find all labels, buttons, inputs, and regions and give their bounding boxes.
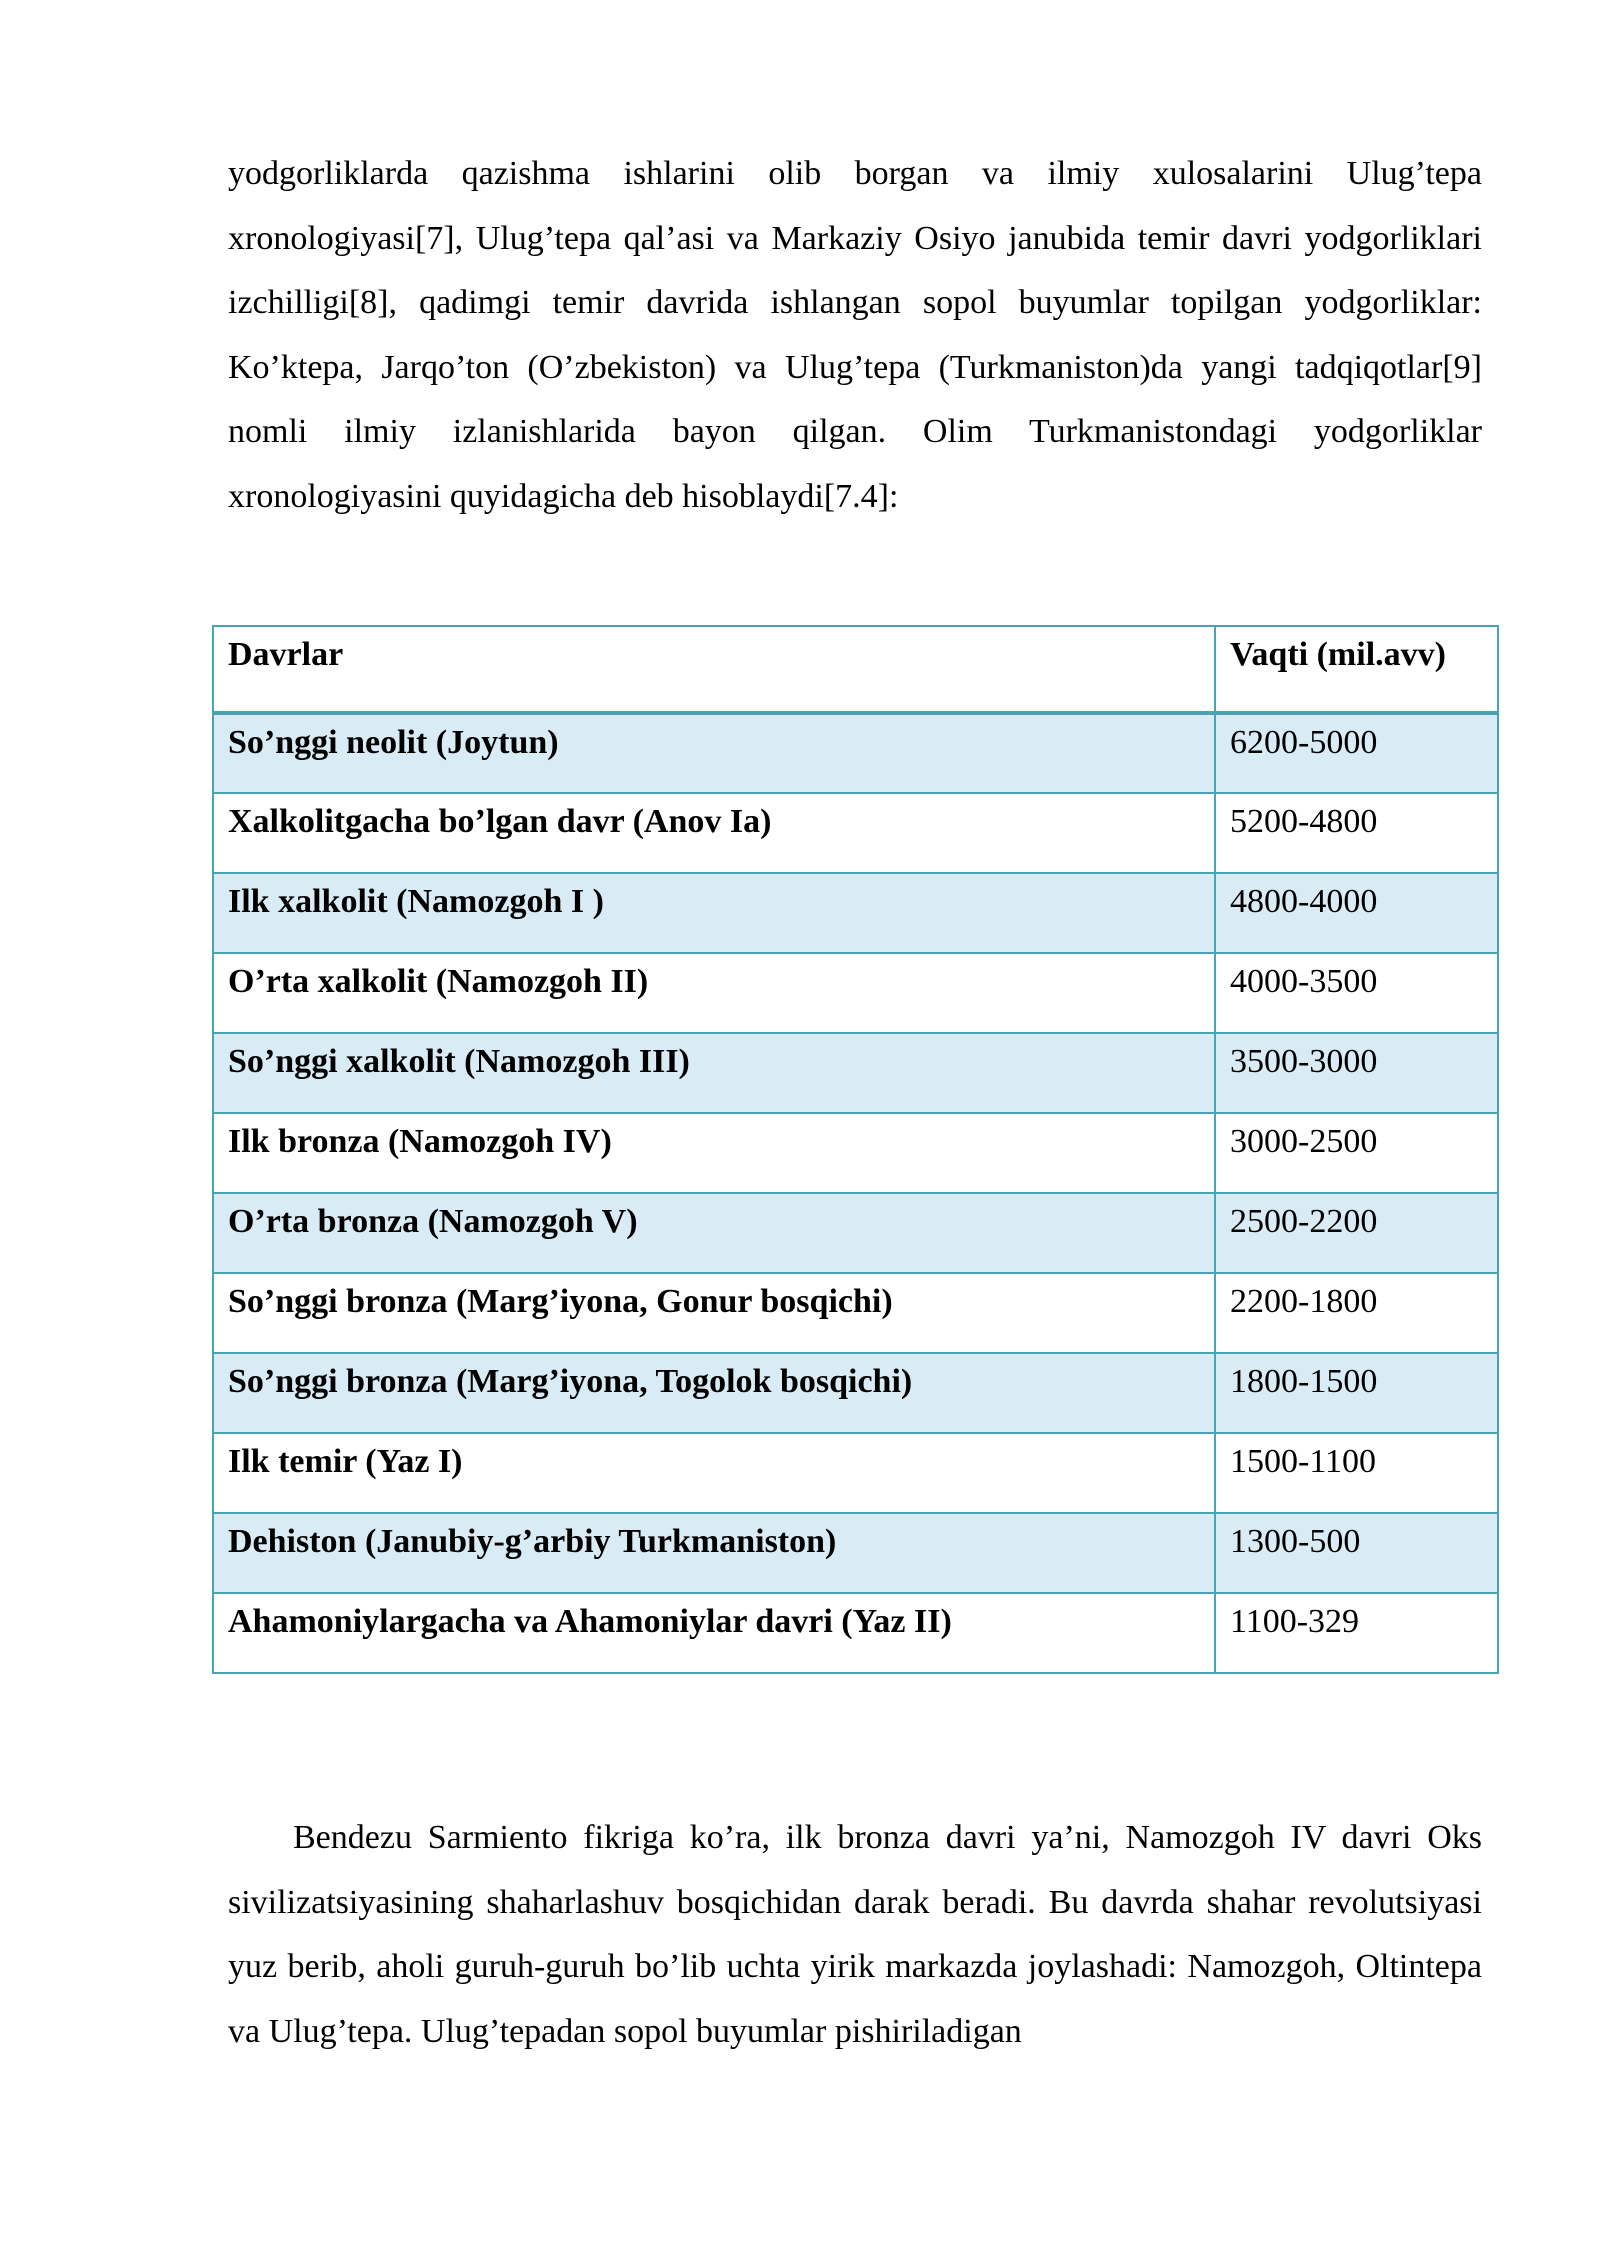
time-cell: 3000-2500 <box>1215 1113 1498 1193</box>
period-cell: Xalkolitgacha bo’lgan davr (Anov Ia) <box>213 793 1215 873</box>
period-cell: Ilk bronza (Namozgoh IV) <box>213 1113 1215 1193</box>
table-row <box>213 1113 1498 1193</box>
chronology-table <box>212 625 1499 1674</box>
time-cell: 2500-2200 <box>1215 1193 1498 1273</box>
period-cell: So’nggi xalkolit (Namozgoh III) <box>213 1033 1215 1113</box>
table-row <box>213 1353 1498 1433</box>
period-cell: Ahamoniylargacha va Ahamoniylar davri (Yaz II) <box>213 1593 1215 1673</box>
period-cell: So’nggi bronza (Marg’iyona, Togolok bosqichi) <box>213 1353 1215 1433</box>
time-cell: 2200-1800 <box>1215 1273 1498 1353</box>
time-cell: 1800-1500 <box>1215 1353 1498 1433</box>
header-period: Davrlar <box>213 626 1215 713</box>
time-cell: 4000-3500 <box>1215 953 1498 1033</box>
table-row <box>213 873 1498 953</box>
time-cell: 1100-329 <box>1215 1593 1498 1673</box>
time-cell: 6200-5000 <box>1215 713 1498 793</box>
time-cell: 4800-4000 <box>1215 873 1498 953</box>
header-time: Vaqti (mil.avv) <box>1215 626 1498 713</box>
table-row <box>213 1193 1498 1273</box>
table-row <box>213 793 1498 873</box>
body-paragraph: Bendezu Sarmiento fikriga ko’ra, ilk bronza davri ya’ni, Namozgoh IV davri Oks sivilizatsiyasining shaharlashuv bosqichidan darak beradi. Bu davrda shahar revolutsiyasi yuz berib, aholi guruh-guruh bo’lib uchta yirik markazda joylashadi: Namozgoh, Oltintepa va Ulug’tepa. Ulug’tepadan sopol buyumlar pishiriladigan <box>228 1819 1482 2050</box>
time-cell: 5200-4800 <box>1215 793 1498 873</box>
table-row <box>213 953 1498 1033</box>
period-cell: O’rta xalkolit (Namozgoh II) <box>213 953 1215 1033</box>
time-cell: 1500-1100 <box>1215 1433 1498 1513</box>
intro-paragraph: yodgorliklarda qazishma ishlarini olib borgan va ilmiy xulosalarini Ulug’tepa xronologiyasi[7], Ulug’tepa qal’asi va Markaziy Osiyo janubida temir davri yodgorliklari izchilligi[8], qadimgi temir davrida ishlangan sopol buyumlar topilgan yodgorliklar: Ko’ktepa, Jarqo’ton (O’zbekiston) va Ulug’tepa (Turkmaniston)da yangi tadqiqotlar[9] nomli ilmiy izlanishlarida bayon qilgan. Olim Turkmanistondagi yodgorliklar xronologiyasini quyidagicha deb hisoblaydi[7.4]: <box>228 155 1482 515</box>
period-cell: Ilk xalkolit (Namozgoh I ) <box>213 873 1215 953</box>
table-row <box>213 1593 1498 1673</box>
table-row <box>213 1273 1498 1353</box>
period-cell: So’nggi bronza (Marg’iyona, Gonur bosqichi) <box>213 1273 1215 1353</box>
table-header-row <box>213 626 1498 713</box>
period-cell: Ilk temir (Yaz I) <box>213 1433 1215 1513</box>
table-row <box>213 1433 1498 1513</box>
table-row <box>213 1513 1498 1593</box>
time-cell: 3500-3000 <box>1215 1033 1498 1113</box>
time-cell: 1300-500 <box>1215 1513 1498 1593</box>
table-row <box>213 1033 1498 1113</box>
table-row <box>213 713 1498 793</box>
period-cell: O’rta bronza (Namozgoh V) <box>213 1193 1215 1273</box>
period-cell: Dehiston (Janubiy-g’arbiy Turkmaniston) <box>213 1513 1215 1593</box>
period-cell: So’nggi neolit (Joytun) <box>213 713 1215 793</box>
